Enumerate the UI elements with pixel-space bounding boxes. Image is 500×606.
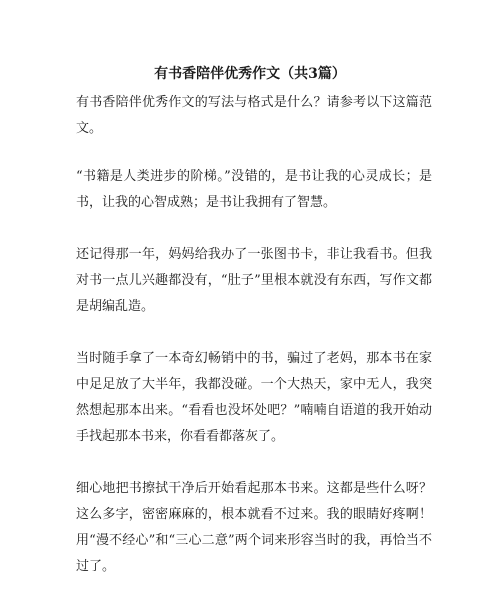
paragraph-1: “书籍是人类进步的阶梯。”没错的，是书让我的心灵成长；是书，让我的心智成熟；是书让我拥有了智慧。 bbox=[76, 169, 432, 210]
paragraph-4: 细心地把书擦拭干净后开始看起那本书来。这都是些什么呀？这么多字，密密麻麻的，根本就看不过来。我的眼睛好疼啊！用“漫不经心”和“三心二意”两个词来形容当时的我，再恰当不过了。 bbox=[76, 481, 432, 574]
document-body bbox=[76, 90, 432, 606]
intro-paragraph: 有书香陪伴优秀作文的写法与格式是什么？请参考以下这篇范文。 bbox=[76, 95, 432, 136]
paragraph-3: 当时随手拿了一本奇幻畅销中的书，骗过了老妈，那本书在家中足足放了大半年，我都没碰。一个大热天，家中无人，我突然想起那本出来。“看看也没坏处吧？”喃喃自语道的我开始动手找起那本书来，你看看都落灰了。 bbox=[76, 351, 432, 444]
document-title: 有书香陪伴优秀作文（共3篇） bbox=[154, 66, 346, 82]
paragraph-2: 还记得那一年，妈妈给我办了一张图书卡，非让我看书。但我对书一点儿兴趣都没有，“肚子”里根本就没有东西，写作文都是胡编乱造。 bbox=[76, 247, 432, 314]
